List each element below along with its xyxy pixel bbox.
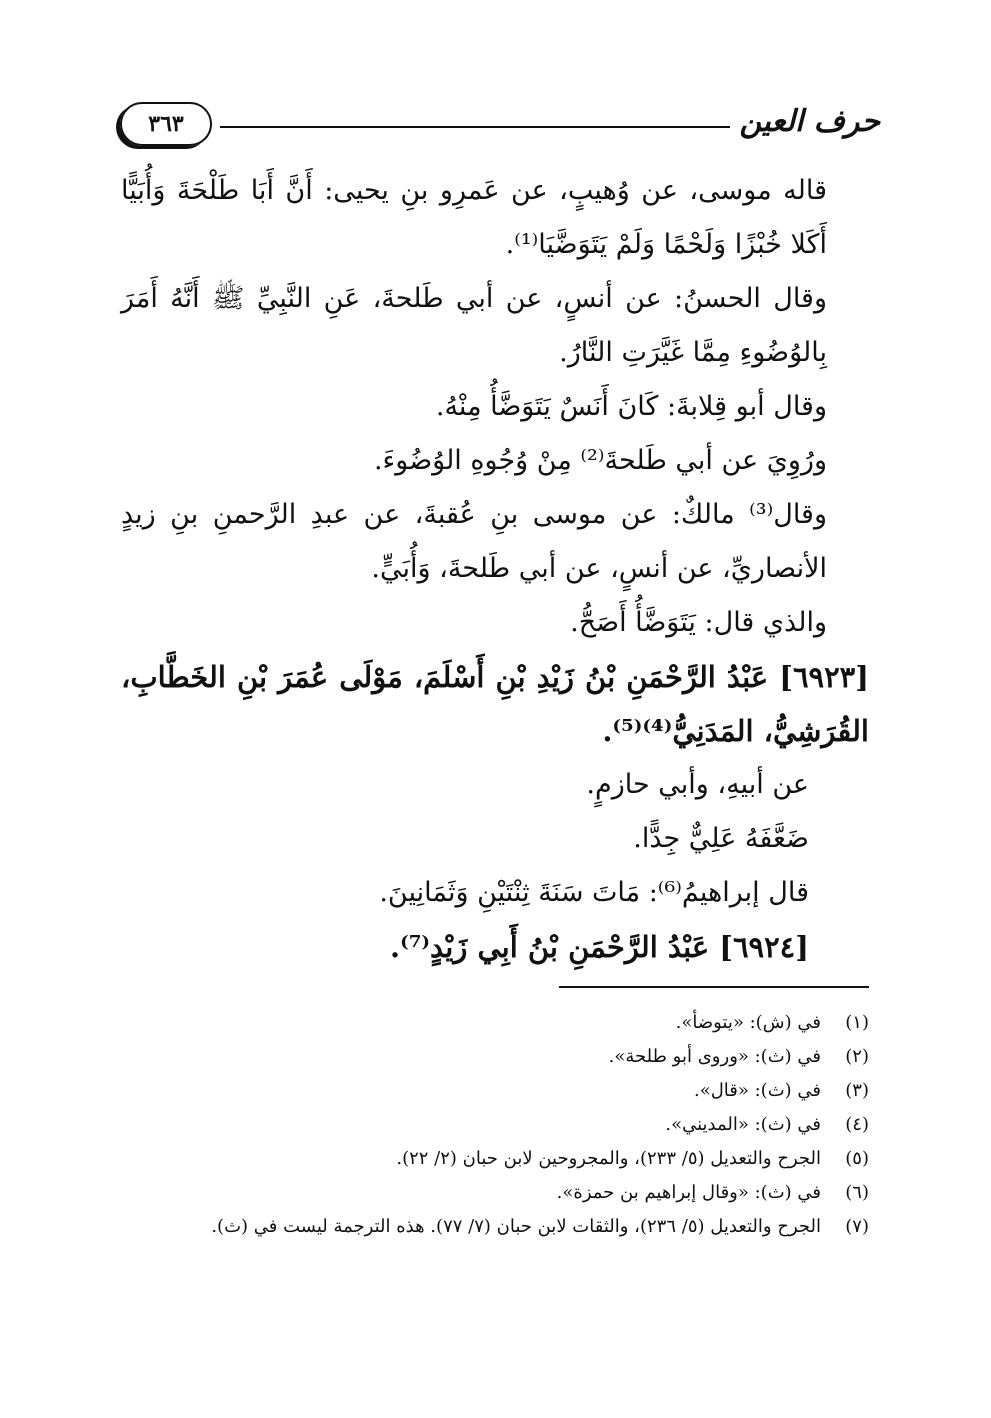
paragraph: ورُوِيَ عن أبي طَلحةَ⁽²⁾ مِنْ وُجُوهِ الوُضُوءَ. <box>373 445 827 476</box>
paragraph: وقال الحسنُ: عن أنسٍ، عن أبي طَلحةَ، عَنِ النَّبِيِّ ﷺ أَنَّهُ أَمَرَ بِالوُضُوءِ مِمَّا غَيَّرَتِ النَّارُ. <box>121 283 827 368</box>
footnote-separator <box>559 986 869 988</box>
chapter-title: حرف العين <box>739 104 880 139</box>
footnote-number: (٤) <box>845 1114 869 1135</box>
paragraph: عن أبيهِ، وأبي حازمٍ. <box>586 769 809 800</box>
paragraph: ضَعَّفَهُ عَلِيٌّ جِدًّا. <box>633 823 809 854</box>
footnote <box>121 1108 869 1142</box>
footnote-text: في (ث): «وقال إبراهيم بن حمزة». <box>556 1182 821 1203</box>
footnote-number: (٧) <box>845 1216 869 1237</box>
footnote <box>121 1176 869 1210</box>
footnote-text: في (ث): «وروى أبو طلحة». <box>608 1046 821 1067</box>
paragraph: والذي قال: يَتَوَضَّأُ أَصَحُّ. <box>570 607 827 638</box>
footnote <box>121 1074 869 1108</box>
footnote-number: (٣) <box>845 1080 869 1101</box>
footnotes <box>121 1006 869 1244</box>
page-number: ٣٦٣ <box>120 102 212 146</box>
footnote-text: في (ث): «المديني». <box>665 1114 821 1135</box>
paragraph: وقال أبو قِلابةَ: كَانَ أَنَسٌ يَتَوَضَّأُ مِنْهُ. <box>435 391 827 422</box>
footnote-number: (٦) <box>845 1182 869 1203</box>
paragraph: قاله موسى، عن وُهيبٍ، عن عَمرِو بنِ يحيى: أَنَّ أَبَا طَلْحَةَ وَأُبَيًّا أَكَلا خُبْزًا وَلَحْمًا وَلَمْ يَتَوَضَّيَا⁽¹⁾. <box>121 175 827 260</box>
paragraph: قال إبراهيمُ⁽⁶⁾: مَاتَ سَنَةَ ثِنْتَيْنِ وَثَمَانِينَ. <box>379 877 809 908</box>
footnote <box>121 1142 869 1176</box>
footnote-text: في (ث): «قال». <box>693 1080 821 1101</box>
footnote-text: الجرح والتعديل (٥/ ٢٣٣)، والمجروحين لابن حبان (٢/ ٢٢). <box>396 1148 821 1169</box>
footnote <box>121 1006 869 1040</box>
footnote-text: الجرح والتعديل (٥/ ٢٣٦)، والثقات لابن حبان (٧/ ٧٧). هذه الترجمة ليست في (ث). <box>211 1216 821 1237</box>
header-rule <box>220 126 730 128</box>
footnote-text: في (ش): «يتوضأ». <box>675 1012 821 1033</box>
footnote-number: (٢) <box>845 1046 869 1067</box>
footnote <box>121 1040 869 1074</box>
entry-heading: [٦٩٢٤] عَبْدُ الرَّحْمَنِ بْنُ أَبِي زَيْدٍ⁽⁷⁾. <box>389 930 809 964</box>
main-text <box>121 164 869 974</box>
footnote-number: (١) <box>845 1012 869 1033</box>
paragraph: وقال⁽³⁾ مالكٌ: عن موسى بنِ عُقبةَ، عن عبدِ الرَّحمنِ بنِ زيدٍ الأنصاريِّ، عن أنسٍ، عن أبي طَلحةَ، وَأُبَيٍّ. <box>121 499 827 584</box>
footnote <box>121 1210 869 1244</box>
entry-heading: [٦٩٢٣] عَبْدُ الرَّحْمَنِ بْنُ زَيْدِ بْنِ أَسْلَمَ، مَوْلَى عُمَرَ بْنِ الخَطَّابِ، القُرَشِيُّ، المَدَنِيُّ⁽⁴⁾⁽⁵⁾. <box>121 660 869 748</box>
page-header <box>120 96 880 156</box>
footnote-number: (٥) <box>845 1148 869 1169</box>
